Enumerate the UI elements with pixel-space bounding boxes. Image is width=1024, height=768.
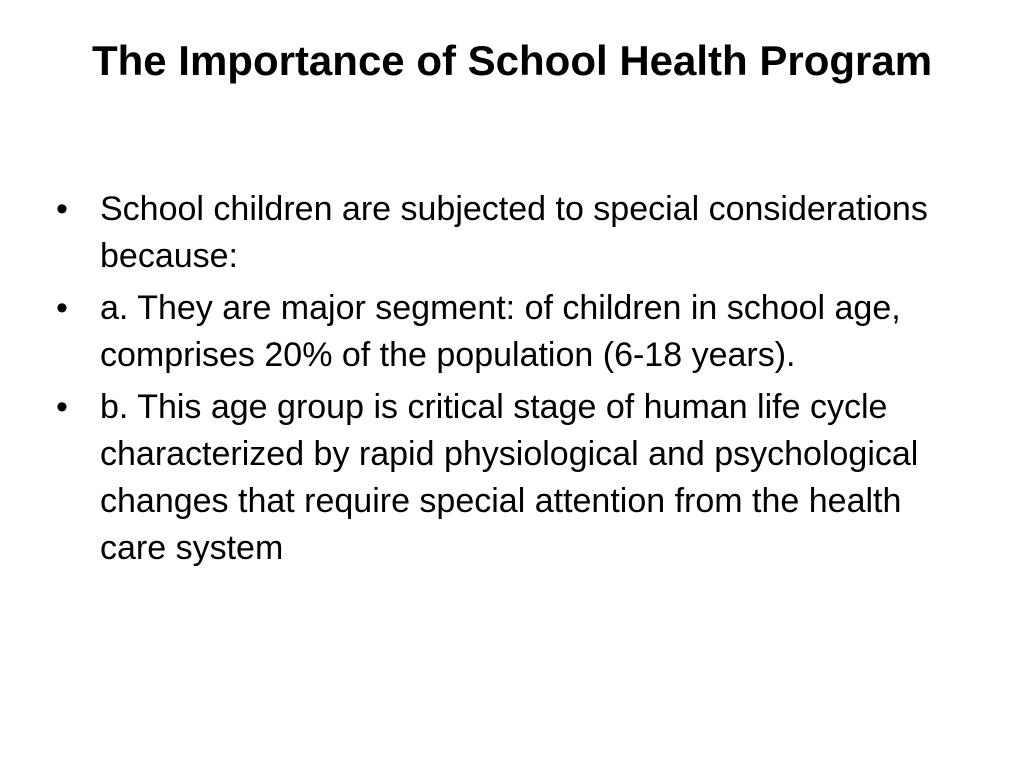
bullet-list — [56, 186, 976, 577]
bullet-item-b — [56, 384, 976, 572]
bullet-icon: • — [56, 388, 68, 426]
bullet-text: School children are subjected to special considerations because: — [100, 190, 928, 275]
bullet-icon: • — [56, 289, 68, 327]
bullet-text: a. They are major segment: of children in school age, comprises 20% of the population (6-18 years). — [100, 289, 901, 374]
bullet-item-intro — [56, 186, 976, 280]
bullet-icon: • — [56, 190, 68, 228]
bullet-text: b. This age group is critical stage of human life cycle characterized by rapid physiological and psychological changes that require special attention from the health care system — [100, 388, 919, 567]
slide-title: The Importance of School Health Program — [91, 37, 933, 84]
bullet-item-a — [56, 285, 976, 379]
